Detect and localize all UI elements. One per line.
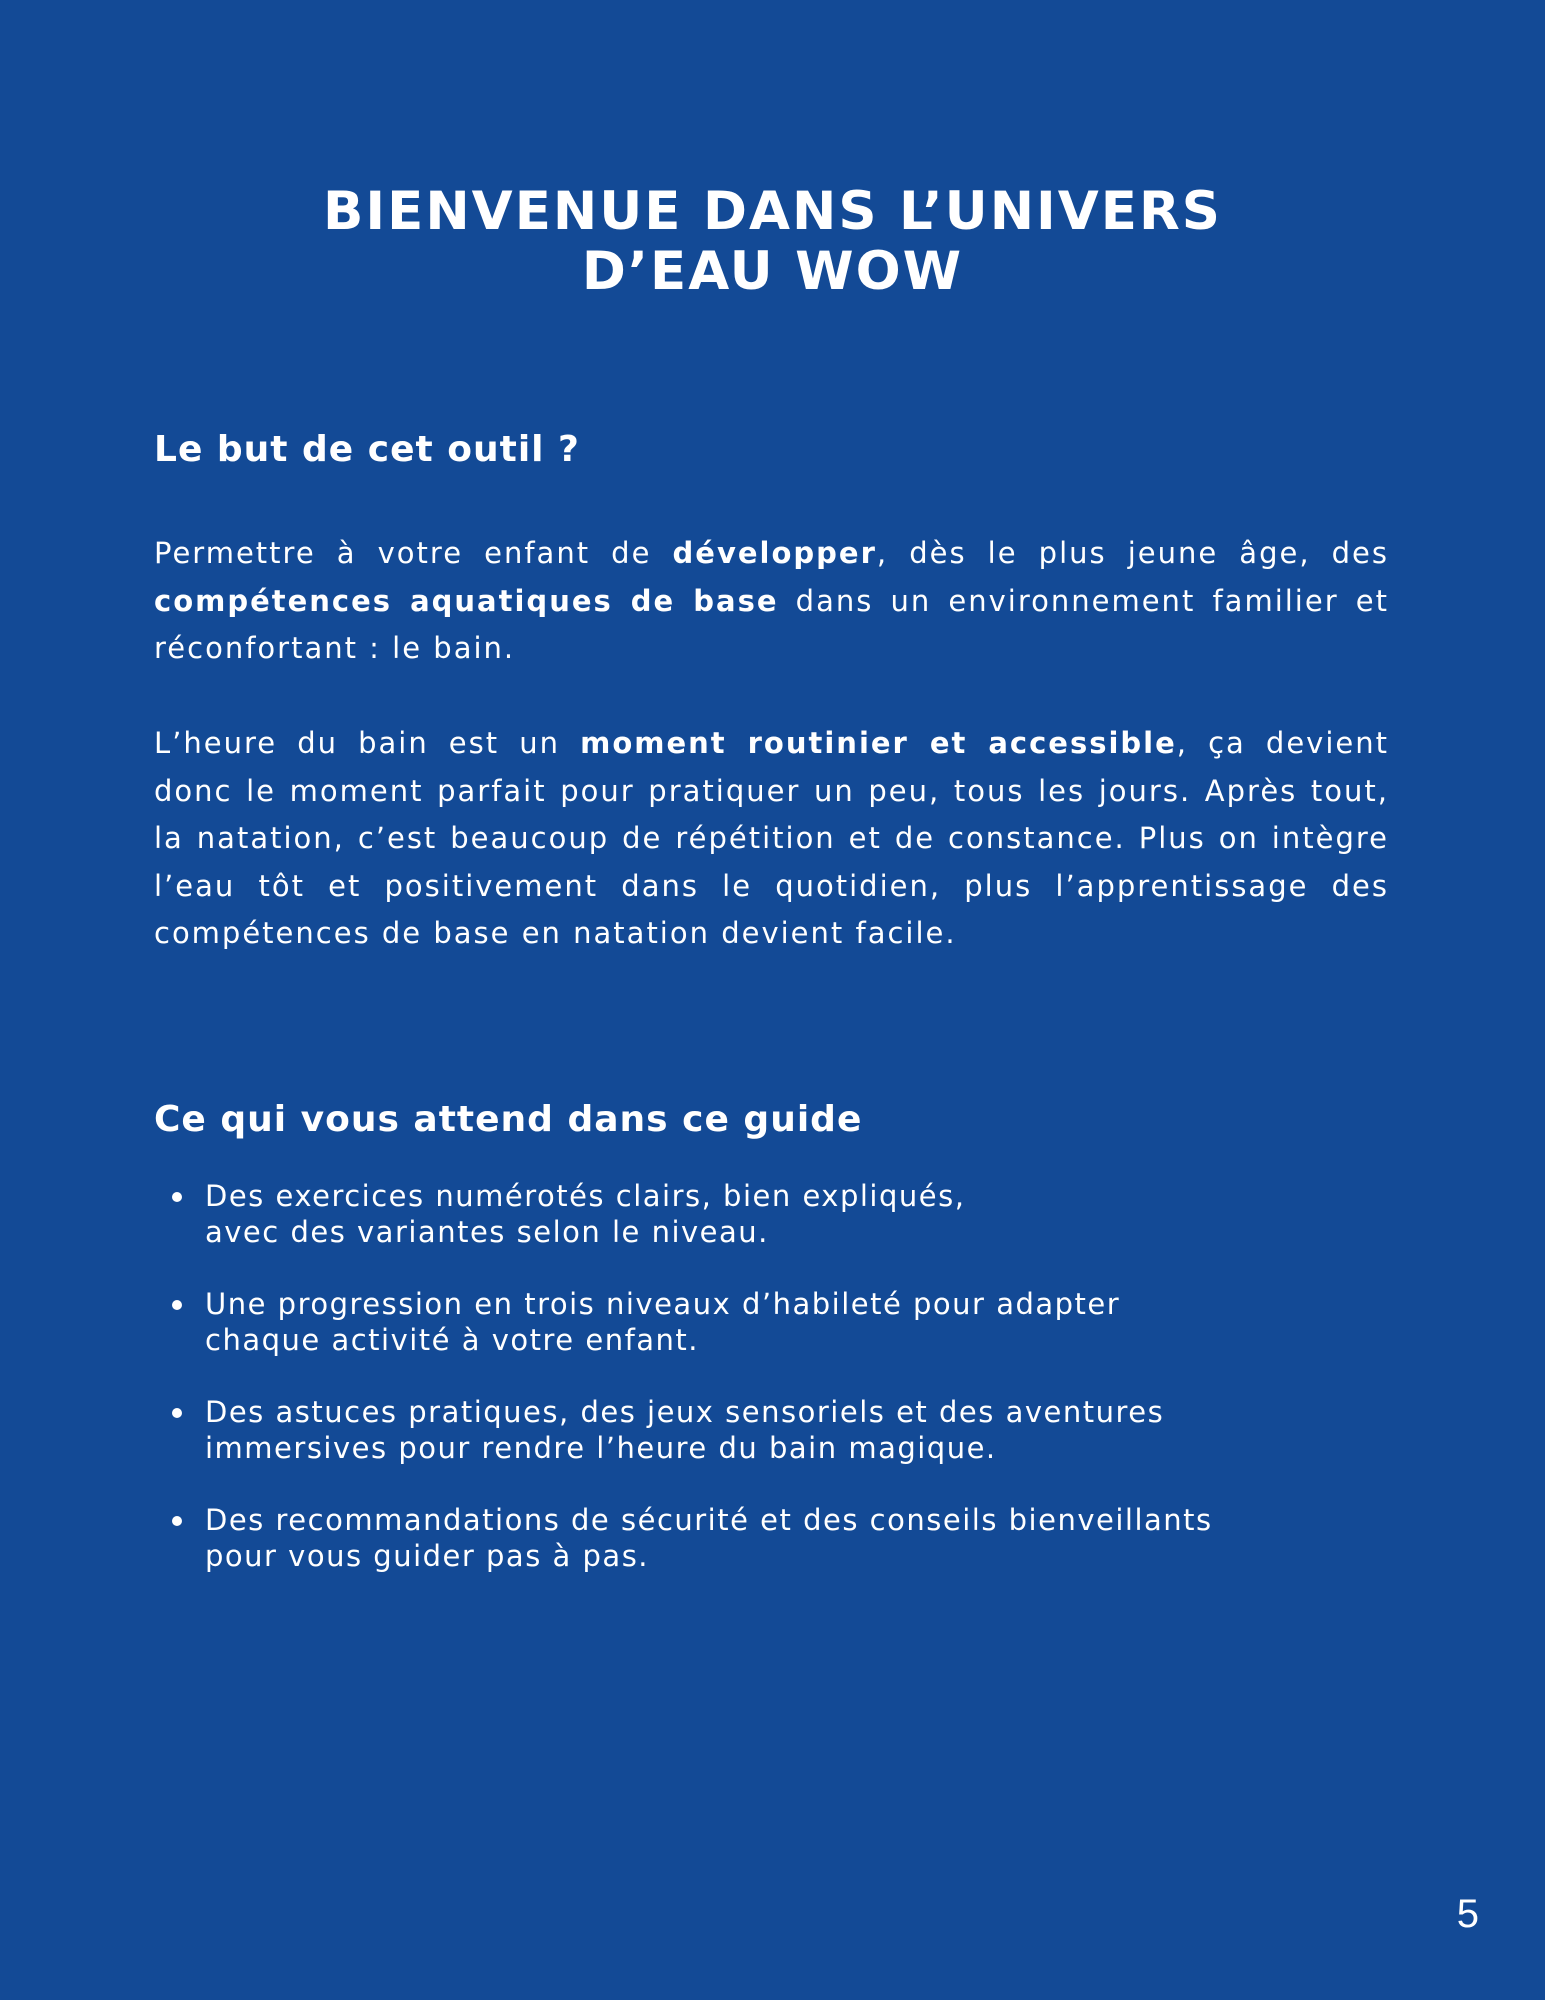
bullet-icon — [172, 1408, 182, 1418]
bullet-icon — [172, 1192, 182, 1202]
page-title-line-1: BIENVENUE DANS L’UNIVERS — [323, 181, 1222, 242]
text-run: , dès le plus jeune âge, des — [876, 536, 1389, 570]
list-item-line: chaque activité à votre enfant. — [205, 1323, 700, 1357]
list-item — [170, 1394, 1320, 1466]
guide-heading: Ce qui vous attend dans ce guide — [154, 1099, 863, 1140]
list-item-line: Des recommandations de sécurité et des conseils bienveillants — [205, 1503, 1213, 1537]
guide-bullet-list — [170, 1178, 1320, 1610]
list-item-line: pour vous guider pas à pas. — [205, 1539, 650, 1573]
bullet-icon — [172, 1300, 182, 1310]
text-run: Permettre à votre enfant de — [154, 536, 673, 570]
page-number: 5 — [1456, 1892, 1479, 1936]
text-run: dans un environnement familier et réconfortant : le bain. — [154, 583, 1389, 665]
purpose-heading: Le but de cet outil ? — [154, 429, 580, 470]
text-run: , ça devient donc le moment parfait pour pratiquer un peu, tous les jours. Après tout, la natation, c’est beaucoup de répétition et de constance. Plus on intègre l’eau tôt et positivement dans le quotidien, plus l’apprentissage des compétences de base en natation devient facile. — [154, 726, 1389, 950]
list-item-line: Des exercices numérotés clairs, bien expliqués, — [205, 1179, 966, 1213]
list-item — [170, 1178, 1320, 1250]
list-item-line: Une progression en trois niveaux d’habileté pour adapter — [205, 1287, 1121, 1321]
list-item-line: Des astuces pratiques, des jeux sensoriels et des aventures — [205, 1395, 1165, 1429]
list-item — [170, 1286, 1320, 1358]
purpose-paragraph-1 — [154, 530, 1389, 673]
bullet-icon — [172, 1516, 182, 1526]
bold-text-run: moment routinier et accessible — [580, 726, 1177, 760]
list-item-line: immersives pour rendre l’heure du bain magique. — [205, 1431, 997, 1465]
bold-text-run: compétences aquatiques de base — [154, 583, 779, 618]
purpose-paragraph-2 — [154, 720, 1389, 958]
text-run: L’heure du bain est un — [154, 726, 581, 760]
bold-text-run: développer — [672, 536, 877, 570]
list-item — [170, 1502, 1320, 1574]
page-title-line-2: D’EAU WOW — [581, 241, 964, 302]
page-title — [0, 182, 1545, 302]
list-item-line: avec des variantes selon le niveau. — [205, 1215, 769, 1249]
